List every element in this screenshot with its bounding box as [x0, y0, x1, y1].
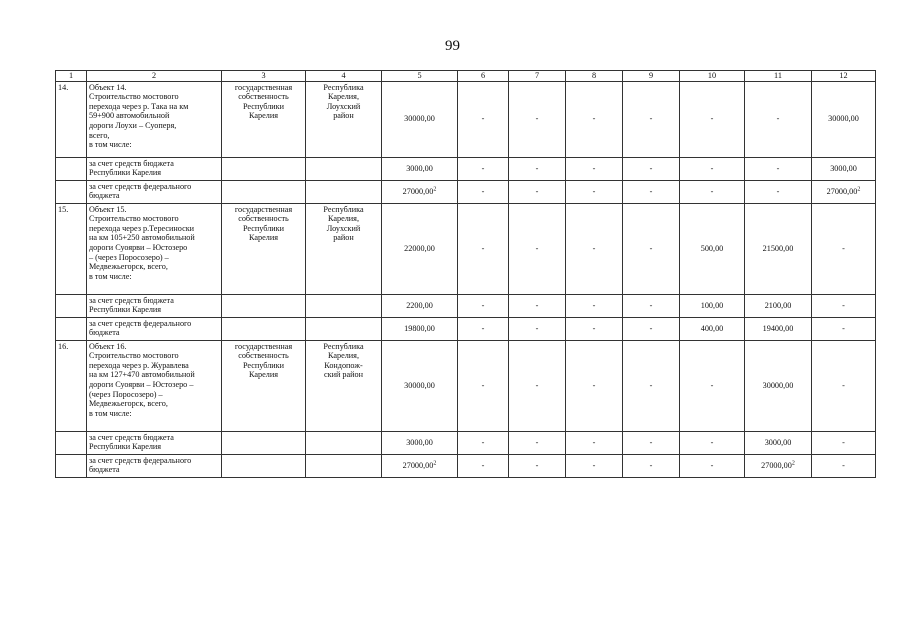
value-cell: [509, 431, 566, 454]
object-row: [56, 81, 876, 157]
ownership-form: [222, 203, 306, 294]
value-cell: [680, 180, 745, 203]
value-cell-value: -: [592, 460, 596, 470]
value-cell: [745, 454, 812, 477]
value-cell: [680, 340, 745, 431]
value-cell: [458, 294, 509, 317]
value-cell-value: -: [649, 437, 653, 447]
object-description-line: (через Поросозеро) –: [89, 389, 163, 399]
value-cell-value: -: [592, 323, 596, 333]
value-cell: [680, 203, 745, 294]
location-line: Лоухский: [326, 101, 361, 111]
value-cell: [623, 157, 680, 180]
location: [306, 81, 382, 157]
ownership-form-line: Республики: [242, 223, 285, 233]
object-description-line: на км 127+470 автомобильной: [89, 370, 195, 380]
column-header-value: 11: [774, 71, 782, 80]
funding-source-row: [56, 317, 876, 340]
value-cell: [745, 203, 812, 294]
object-description-line: Строительство мостового: [89, 351, 179, 361]
value-cell-value: -: [535, 163, 539, 173]
object-row: [56, 203, 876, 294]
value-cell: [458, 180, 509, 203]
value-cell-value: 3000,00: [764, 437, 792, 447]
object-description-line: Строительство мостового: [89, 214, 179, 224]
location-line: Карелия,: [328, 351, 359, 361]
column-header: [222, 71, 306, 82]
value-cell: [680, 454, 745, 477]
value-cell-value: 3000,00: [830, 163, 857, 173]
empty-cell: [222, 294, 306, 317]
location-line: Кондопож-: [324, 360, 363, 370]
value-cell-value: -: [592, 186, 596, 196]
value-cell: [812, 81, 876, 157]
value-cell-value: -: [649, 380, 653, 390]
value-cell-value: -: [842, 300, 845, 310]
value-cell: [812, 340, 876, 431]
value-cell: [812, 317, 876, 340]
ownership-form: [222, 340, 306, 431]
value-cell-value: -: [776, 114, 780, 124]
location-line: район: [333, 233, 354, 243]
value-cell-value: -: [481, 323, 485, 333]
column-header: [87, 71, 222, 82]
empty-cell: [56, 157, 87, 180]
value-cell-value: -: [592, 437, 596, 447]
object-description-line: Объект 15.: [89, 204, 127, 214]
column-header: [623, 71, 680, 82]
column-header-value: 6: [480, 71, 486, 80]
value-cell-value: -: [481, 243, 485, 253]
column-header: [56, 71, 87, 82]
funding-source-row: [56, 157, 876, 180]
value-cell-value: -: [592, 114, 596, 124]
object-description-line: в том числе:: [89, 408, 132, 418]
value-cell: [566, 180, 623, 203]
object-description-line: Строительство мостового: [89, 92, 179, 102]
value-cell: [745, 431, 812, 454]
value-cell: [566, 317, 623, 340]
value-cell: [623, 203, 680, 294]
value-cell: [382, 294, 458, 317]
empty-cell: [222, 157, 306, 180]
footnote-mark: 2: [791, 460, 795, 467]
value-cell: [680, 81, 745, 157]
column-header-value: 2: [151, 71, 157, 80]
value-cell-value: 2100,00: [764, 300, 792, 310]
value-cell: [745, 81, 812, 157]
object-description-line: Медвежьегорск, всего,: [89, 399, 168, 409]
value-cell: [382, 454, 458, 477]
empty-cell: [306, 431, 382, 454]
funding-source-line: за счет средств федерального: [89, 455, 192, 465]
object-description-line: перехода через р. Журавлева: [89, 360, 189, 370]
value-cell-value: -: [481, 380, 485, 390]
value-cell: [623, 180, 680, 203]
column-header-value: 3: [261, 71, 266, 80]
ownership-form-line: государственная: [234, 82, 293, 92]
object-description: [87, 203, 222, 294]
value-cell-value: -: [776, 186, 780, 196]
value-cell: [382, 317, 458, 340]
row-number-value: 15.: [58, 204, 69, 214]
value-cell-value: 27000,00: [826, 186, 858, 196]
value-cell: [623, 431, 680, 454]
value-cell-value: -: [710, 163, 714, 173]
ownership-form-line: собственность: [238, 92, 289, 102]
object-description-line: Объект 16.: [89, 341, 127, 351]
location: [306, 203, 382, 294]
object-description: [87, 340, 222, 431]
object-description-line: на км 105+250 автомобильной: [89, 233, 195, 243]
value-cell: [623, 340, 680, 431]
funding-source-line: за счет средств бюджета: [89, 158, 174, 168]
ownership-form-line: Республики: [242, 101, 285, 111]
column-header: [812, 71, 876, 82]
value-cell-value: 22000,00: [404, 243, 435, 253]
empty-cell: [56, 294, 87, 317]
column-header: [680, 71, 745, 82]
value-cell-value: -: [592, 300, 596, 310]
value-cell-value: 27000,00: [402, 186, 434, 196]
value-cell: [680, 157, 745, 180]
location-line: Карелия,: [328, 92, 359, 102]
value-cell: [745, 317, 812, 340]
column-header-value: 10: [707, 71, 717, 80]
funding-source: [87, 454, 222, 477]
row-number: [56, 81, 87, 157]
value-cell-value: -: [649, 460, 653, 470]
value-cell-value: -: [535, 323, 539, 333]
ownership-form-line: собственность: [238, 214, 289, 224]
location-line: Республика: [323, 341, 364, 351]
location: [306, 340, 382, 431]
value-cell-value: -: [842, 437, 845, 447]
location-line: Лоухский: [326, 223, 361, 233]
funding-source-line: за счет средств бюджета: [89, 432, 174, 442]
location-line: Республика: [323, 204, 364, 214]
value-cell-value: -: [710, 186, 714, 196]
value-cell-value: 19800,00: [404, 323, 435, 333]
value-cell: [458, 317, 509, 340]
value-cell-value: -: [842, 380, 845, 390]
footnote-mark: 2: [857, 186, 861, 193]
column-header-value: 9: [648, 71, 654, 80]
ownership-form-line: Карелия: [249, 370, 278, 380]
empty-cell: [306, 180, 382, 203]
value-cell-value: 27000,00: [402, 460, 434, 470]
value-cell-value: 30000,00: [404, 380, 435, 390]
object-description-line: перехода через р. Така на км: [89, 101, 189, 111]
value-cell: [382, 340, 458, 431]
value-cell: [745, 294, 812, 317]
value-cell: [509, 157, 566, 180]
column-header: [745, 71, 812, 82]
funding-source-row: [56, 431, 876, 454]
value-cell: [623, 317, 680, 340]
empty-cell: [222, 454, 306, 477]
value-cell: [509, 317, 566, 340]
budget-table: [55, 70, 876, 478]
value-cell: [509, 454, 566, 477]
value-cell: [458, 454, 509, 477]
value-cell: [812, 157, 876, 180]
value-cell: [458, 203, 509, 294]
empty-cell: [56, 317, 87, 340]
value-cell-value: -: [592, 163, 596, 173]
funding-source: [87, 157, 222, 180]
value-cell: [509, 203, 566, 294]
funding-source-line: бюджета: [89, 191, 120, 201]
value-cell-value: -: [649, 186, 653, 196]
value-cell-value: 27000,00: [761, 460, 792, 470]
ownership-form-line: государственная: [234, 341, 293, 351]
object-description: [87, 81, 222, 157]
value-cell: [566, 157, 623, 180]
value-cell: [680, 317, 745, 340]
value-cell-value: 2200,00: [406, 300, 433, 310]
value-cell-value: -: [481, 186, 485, 196]
value-cell: [680, 431, 745, 454]
column-header-value: 12: [839, 71, 848, 80]
value-cell-value: -: [649, 163, 653, 173]
value-cell-value: -: [649, 114, 653, 124]
value-cell: [745, 157, 812, 180]
value-cell: [458, 157, 509, 180]
value-cell: [566, 340, 623, 431]
empty-cell: [306, 294, 382, 317]
value-cell-value: -: [710, 437, 714, 447]
value-cell-value: -: [481, 437, 485, 447]
value-cell: [509, 340, 566, 431]
object-description-line: в том числе:: [89, 140, 132, 150]
location-line: ский район: [323, 370, 363, 380]
funding-source-row: [56, 180, 876, 203]
value-cell: [623, 81, 680, 157]
empty-cell: [222, 180, 306, 203]
value-cell: [566, 203, 623, 294]
funding-source-row: [56, 454, 876, 477]
value-cell-value: 400,00: [700, 323, 724, 333]
empty-cell: [56, 431, 87, 454]
location-line: район: [333, 111, 354, 121]
object-description-line: всего,: [89, 130, 110, 140]
funding-source: [87, 317, 222, 340]
funding-source-line: бюджета: [89, 328, 120, 338]
ownership-form-line: Карелия: [249, 233, 278, 243]
ownership-form-line: Республики: [242, 360, 285, 370]
value-cell-value: -: [842, 243, 845, 253]
value-cell: [382, 431, 458, 454]
funding-source-line: Республики Карелия: [89, 168, 162, 178]
value-cell-value: 30000,00: [404, 114, 435, 124]
value-cell-value: -: [535, 380, 539, 390]
funding-source: [87, 431, 222, 454]
footnote-mark: 2: [433, 460, 437, 467]
funding-source-line: бюджета: [89, 465, 120, 475]
value-cell: [382, 180, 458, 203]
value-cell-value: -: [535, 243, 539, 253]
row-number-value: 16.: [58, 341, 69, 351]
value-cell: [812, 294, 876, 317]
page-number: 99: [445, 38, 460, 54]
value-cell-value: 3000,00: [406, 163, 433, 173]
value-cell: [382, 203, 458, 294]
object-row: [56, 340, 876, 431]
ownership-form-line: собственность: [238, 351, 289, 361]
column-header: [566, 71, 623, 82]
value-cell: [566, 431, 623, 454]
object-description-line: дороги Суоярви – Юстозеро: [89, 242, 188, 252]
value-cell-value: -: [535, 300, 539, 310]
value-cell-value: -: [535, 437, 539, 447]
column-header-value: 8: [591, 71, 597, 80]
column-header-value: 4: [341, 71, 346, 80]
funding-source: [87, 294, 222, 317]
ownership-form: [222, 81, 306, 157]
funding-source-line: за счет средств федерального: [89, 181, 192, 191]
value-cell-value: 30000,00: [762, 380, 794, 390]
funding-source-line: за счет средств федерального: [89, 318, 192, 328]
value-cell-value: -: [592, 380, 596, 390]
value-cell: [458, 431, 509, 454]
value-cell-value: 3000,00: [406, 437, 433, 447]
value-cell-value: -: [710, 380, 714, 390]
value-cell-value: -: [649, 300, 653, 310]
header-row: [56, 71, 876, 82]
value-cell-value: -: [842, 323, 845, 333]
value-cell: [623, 294, 680, 317]
funding-source-row: [56, 294, 876, 317]
value-cell-value: 30000,00: [828, 114, 859, 124]
value-cell-value: -: [535, 460, 539, 470]
location-line: Карелия,: [328, 214, 359, 224]
value-cell-value: -: [481, 460, 485, 470]
value-cell: [458, 340, 509, 431]
value-cell-value: -: [481, 114, 485, 124]
column-header: [306, 71, 382, 82]
ownership-form-line: Карелия: [249, 111, 278, 121]
column-header: [458, 71, 509, 82]
value-cell: [812, 180, 876, 203]
value-cell-value: -: [776, 163, 780, 173]
value-cell: [566, 454, 623, 477]
value-cell-value: -: [710, 460, 714, 470]
value-cell: [382, 157, 458, 180]
object-description-line: 59+900 автомобильной: [89, 111, 170, 121]
ownership-form-line: государственная: [234, 204, 293, 214]
value-cell-value: -: [535, 186, 539, 196]
footnote-mark: 2: [433, 186, 437, 193]
row-number: [56, 203, 87, 294]
column-header-value: 5: [417, 71, 422, 80]
empty-cell: [56, 454, 87, 477]
value-cell-value: -: [649, 323, 653, 333]
value-cell: [458, 81, 509, 157]
empty-cell: [306, 317, 382, 340]
value-cell-value: 19400,00: [762, 323, 794, 333]
object-description-line: Медвежьегорск, всего,: [89, 262, 168, 272]
value-cell: [509, 294, 566, 317]
value-cell-value: 500,00: [700, 243, 724, 253]
value-cell: [623, 454, 680, 477]
column-header: [509, 71, 566, 82]
value-cell: [812, 454, 876, 477]
empty-cell: [306, 454, 382, 477]
value-cell-value: -: [842, 460, 845, 470]
column-header-value: 1: [68, 71, 74, 80]
value-cell-value: -: [710, 114, 714, 124]
object-description-line: перехода через р.Тересиноски: [89, 223, 195, 233]
value-cell-value: -: [592, 243, 596, 253]
value-cell: [509, 180, 566, 203]
value-cell-value: -: [535, 114, 539, 124]
column-header: [382, 71, 458, 82]
value-cell: [812, 431, 876, 454]
value-cell-value: -: [481, 300, 485, 310]
object-description-line: дороги Лоухи – Суоперя,: [89, 120, 177, 130]
object-description-line: в том числе:: [89, 271, 132, 281]
value-cell-value: 100,00: [700, 300, 724, 310]
value-cell: [509, 81, 566, 157]
value-cell: [812, 203, 876, 294]
empty-cell: [56, 180, 87, 203]
funding-source-line: Республики Карелия: [89, 305, 162, 315]
value-cell: [566, 81, 623, 157]
value-cell: [382, 81, 458, 157]
empty-cell: [222, 431, 306, 454]
row-number: [56, 340, 87, 431]
value-cell: [745, 340, 812, 431]
object-description-line: Объект 14.: [89, 82, 127, 92]
object-description-line: дороги Суоярви – Юстозеро –: [89, 379, 194, 389]
funding-source-line: за счет средств бюджета: [89, 295, 174, 305]
location-line: Республика: [323, 82, 364, 92]
value-cell-value: -: [481, 163, 485, 173]
funding-source-line: Республики Карелия: [89, 442, 162, 452]
funding-source: [87, 180, 222, 203]
value-cell: [680, 294, 745, 317]
empty-cell: [306, 157, 382, 180]
empty-cell: [222, 317, 306, 340]
value-cell-value: -: [649, 243, 653, 253]
row-number-value: 14.: [58, 82, 69, 92]
value-cell: [745, 180, 812, 203]
value-cell-value: 21500,00: [762, 243, 794, 253]
column-header-value: 7: [534, 71, 540, 80]
value-cell: [566, 294, 623, 317]
object-description-line: – (через Поросозеро) –: [89, 252, 169, 262]
